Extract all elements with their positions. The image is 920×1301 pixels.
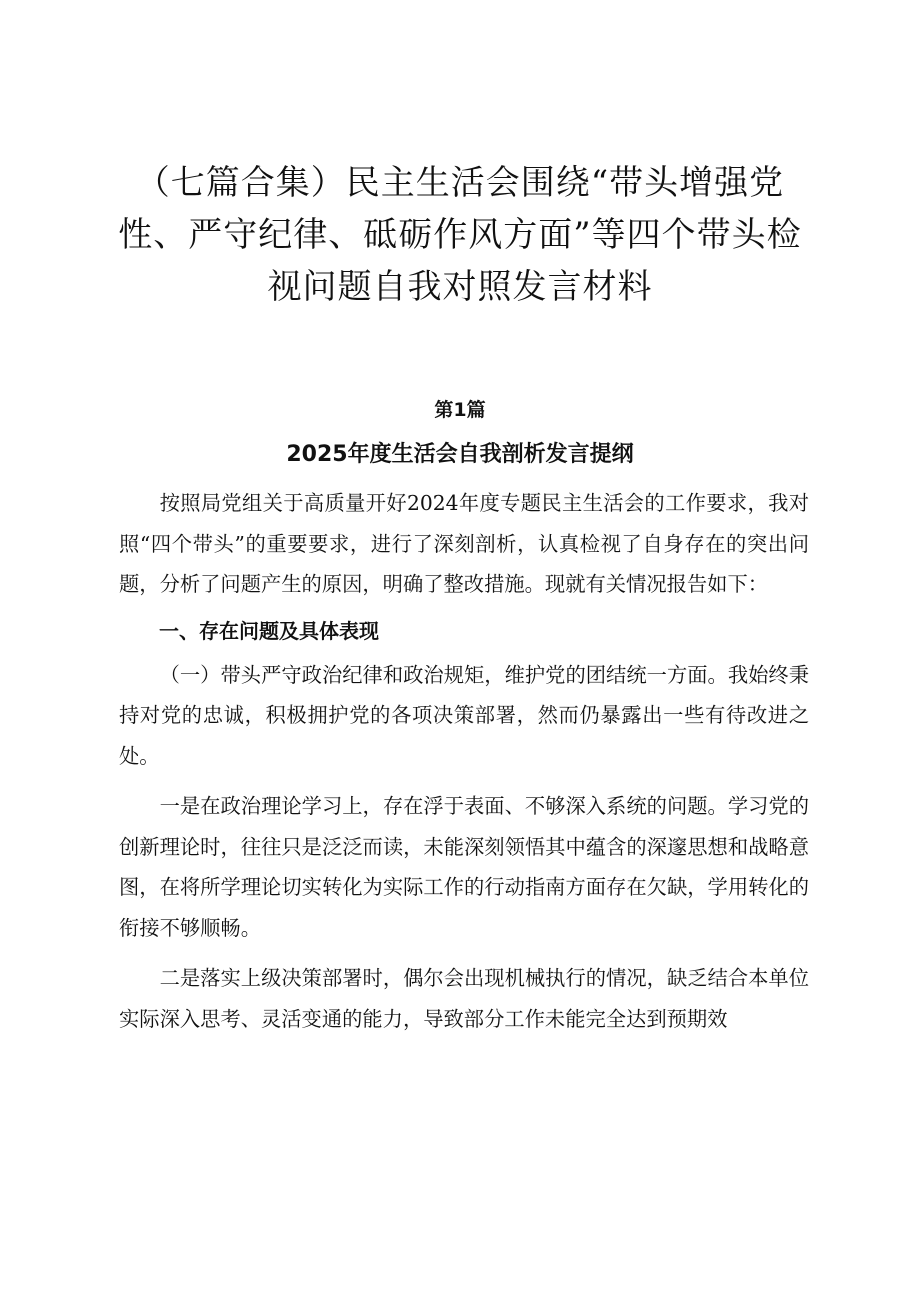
point-paragraph-1: 一是在政治理论学习上，存在浮于表面、不够深入系统的问题。学习党的创新理论时，往往只是泛泛而读，未能深刻领悟其中蕴含的深邃思想和战略意图，在将所学理论切实转化为实际工作的行动指南方面存在欠缺，学用转化的衔接不够顺畅。 (119, 794, 809, 940)
section-heading: 一、存在问题及具体表现 (159, 618, 379, 643)
article-title: 2025年度生活会自我剖析发言提纲 (286, 442, 634, 467)
intro-paragraph: 按照局党组关于高质量开好2024年度专题民主生活会的工作要求，我对照“四个带头”的重要要求，进行了深刻剖析，认真检视了自身存在的突出问题，分析了问题产生的原因，明确了整改措施。现就有关情况报告如下： (119, 491, 809, 596)
title-line-3: 视问题自我对照发言材料 (267, 267, 653, 307)
title-line-1: （七篇合集）民主生活会围绕“带头增强党 (135, 163, 785, 203)
point-paragraph-2: 二是落实上级决策部署时，偶尔会出现机械执行的情况，缺乏结合本单位实际深入思考、灵活变通的能力，导致部分工作未能完全达到预期效 (119, 966, 809, 1031)
document-body (119, 483, 809, 1039)
article-number: 第1篇 (434, 399, 486, 421)
subsection-paragraph: （一）带头严守政治纪律和政治规矩，维护党的团结统一方面。我始终秉持对党的忠诚，积极拥护党的各项决策部署，然而仍暴露出一些有待改进之处。 (119, 662, 809, 768)
document-title (100, 157, 820, 313)
title-line-2: 性、严守纪律、砥砺作风方面”等四个带头检 (118, 215, 802, 255)
